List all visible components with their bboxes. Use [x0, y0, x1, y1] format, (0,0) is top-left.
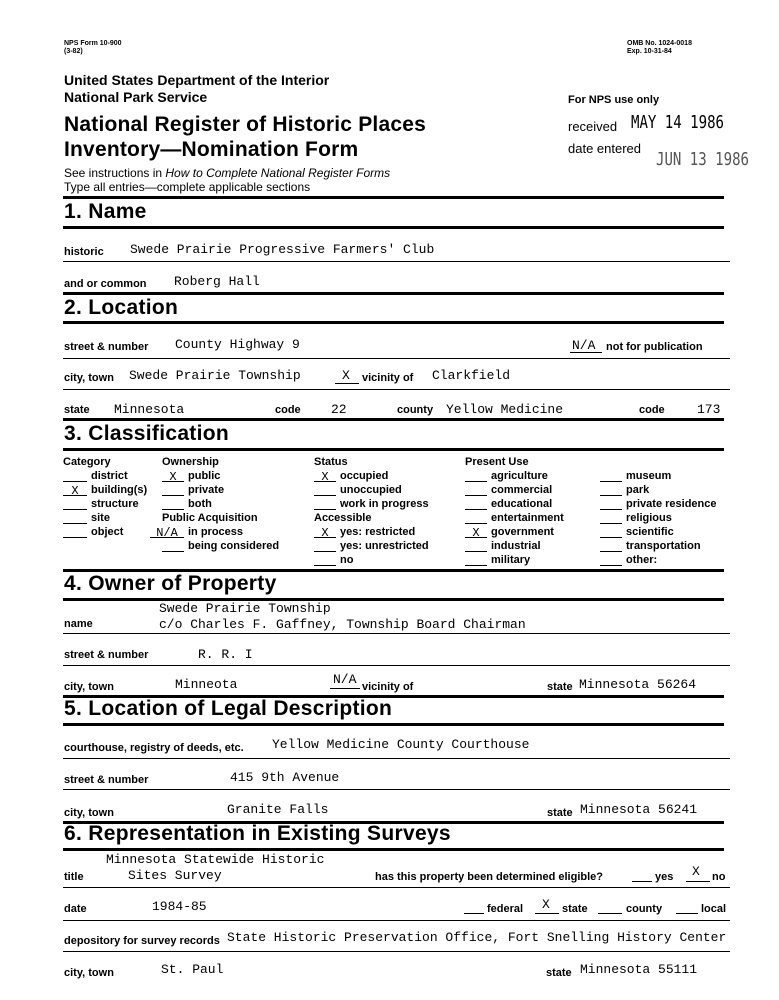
accessible-title: Accessible — [314, 512, 372, 524]
courthouse-value: Yellow Medicine County Courthouse — [272, 737, 530, 752]
section-2-heading: 2. Location — [64, 296, 179, 319]
survey-date-value: 1984-85 — [152, 899, 207, 914]
vicinity-mark: X — [342, 368, 350, 383]
survey-title-label: title — [64, 871, 84, 883]
present-use-item — [465, 540, 541, 552]
acquisition-label: being considered — [188, 540, 280, 552]
present-use-item — [600, 526, 674, 538]
blank-line — [535, 913, 559, 914]
state-label: state — [64, 404, 90, 416]
present-use-title: Present Use — [465, 456, 529, 468]
expiration: Exp. 10-31-84 — [627, 48, 672, 55]
vicinity-value: Clarkfield — [432, 368, 511, 383]
line-divider — [63, 358, 730, 359]
owner-name-line2: c/o Charles F. Gaffney, Township Board Chairman — [159, 617, 526, 632]
status-label: occupied — [340, 470, 389, 482]
eligible-no-mark: X — [692, 864, 700, 879]
acquisition-item — [162, 540, 279, 552]
accessible-item — [314, 554, 353, 566]
code-value: 22 — [331, 402, 347, 417]
service-name: National Park Service — [64, 89, 208, 105]
ownership-label: public — [188, 470, 221, 482]
survey-title-line1: Minnesota Statewide Historic — [106, 852, 325, 867]
department-name: United States Department of the Interior — [64, 72, 330, 88]
section-rule — [63, 848, 724, 851]
instructions-line2: Type all entries—complete applicable sections — [64, 180, 311, 194]
check-mark: X — [321, 470, 329, 484]
received-label: received — [568, 119, 618, 134]
present-use-label: private residence — [626, 498, 717, 510]
common-name: Roberg Hall — [174, 274, 260, 289]
form-number: NPS Form 10-900 — [64, 40, 122, 47]
depository-city-label: city, town — [64, 967, 114, 979]
state-value: Minnesota — [114, 402, 185, 417]
section-rule — [63, 292, 724, 295]
owner-city-label: city, town — [64, 681, 114, 693]
status-item — [314, 470, 388, 482]
ownership-title: Ownership — [162, 456, 219, 468]
present-use-item — [465, 554, 530, 566]
accessible-label: yes: unrestricted — [340, 540, 429, 552]
category-label: district — [91, 470, 128, 482]
accessible-label: no — [340, 554, 354, 566]
depository-state-value: Minnesota 55111 — [580, 962, 698, 977]
present-use-item — [465, 526, 554, 538]
county-code-label: code — [639, 404, 665, 416]
line-divider — [63, 758, 730, 759]
section-4-heading: 4. Owner of Property — [64, 572, 277, 595]
depository-label: depository for survey records — [64, 935, 220, 947]
present-use-item — [465, 512, 564, 524]
not-for-publication-mark: N/A — [572, 338, 596, 353]
depository-state-label: state — [546, 967, 572, 979]
date-entered-label: date entered — [568, 141, 642, 156]
level-federal-label: federal — [487, 903, 524, 915]
check-mark: X — [472, 526, 480, 540]
county-value: Yellow Medicine — [446, 402, 564, 417]
level-state-mark: X — [542, 897, 550, 912]
section-rule — [63, 196, 724, 199]
status-item — [314, 484, 402, 496]
present-use-item — [600, 498, 717, 510]
depository-city-value: St. Paul — [161, 962, 224, 977]
street-number-value: County Highway 9 — [175, 337, 300, 352]
present-use-item — [600, 512, 672, 524]
nps-use-heading: For NPS use only — [568, 94, 660, 106]
present-use-label: museum — [626, 470, 672, 482]
present-use-item — [465, 498, 552, 510]
present-use-item — [465, 484, 552, 496]
section-rule — [63, 226, 724, 229]
owner-state-label: state — [547, 681, 573, 693]
present-use-item — [600, 484, 649, 496]
line-divider — [63, 389, 730, 390]
line-divider — [63, 665, 730, 666]
present-use-label: agriculture — [491, 470, 548, 482]
check-mark: N/A — [156, 526, 178, 540]
section-6-heading: 6. Representation in Existing Surveys — [64, 822, 451, 845]
owner-vicinity-label: vicinity of — [362, 681, 414, 693]
ownership-label: private — [188, 484, 225, 496]
present-use-label: religious — [626, 512, 672, 524]
blank-line — [335, 383, 359, 384]
survey-title-line2: Sites Survey — [128, 868, 222, 883]
accessible-item — [314, 540, 429, 552]
category-label: object — [91, 526, 124, 538]
date-entered-stamp: JUN 13 1986 — [656, 149, 749, 170]
city-town-label: city, town — [64, 372, 114, 384]
owner-street-label: street & number — [64, 649, 149, 661]
form-revision: (3-82) — [64, 48, 83, 55]
vicinity-label: vicinity of — [362, 372, 414, 384]
accessible-label: yes: restricted — [340, 526, 416, 538]
category-title: Category — [63, 456, 111, 468]
acquisition-title: Public Acquisition — [162, 512, 258, 524]
form-title-line2: Inventory—Nomination Form — [64, 138, 359, 161]
status-label: work in progress — [340, 498, 429, 510]
category-label: site — [91, 512, 110, 524]
category-item — [63, 484, 147, 496]
historic-name: Swede Prairie Progressive Farmers' Club — [130, 242, 435, 257]
owner-name-label: name — [64, 618, 93, 630]
section-rule — [63, 418, 724, 421]
category-item — [63, 470, 128, 482]
acquisition-label: in process — [188, 526, 244, 538]
present-use-label: educational — [491, 498, 553, 510]
legal-city-label: city, town — [64, 807, 114, 819]
received-stamp: MAY 14 1986 — [631, 112, 724, 133]
instructions-prefix: See instructions in — [64, 166, 166, 180]
blank-line — [676, 913, 698, 914]
section-3-heading: 3. Classification — [64, 422, 229, 445]
blank-line — [330, 688, 360, 689]
present-use-label: transportation — [626, 540, 701, 552]
owner-vicinity-mark: N/A — [333, 672, 357, 687]
blank-line — [686, 881, 710, 882]
historic-label: historic — [64, 246, 104, 258]
section-1-heading: 1. Name — [64, 200, 147, 223]
status-title: Status — [314, 456, 348, 468]
ownership-item — [162, 498, 212, 510]
owner-street-value: R. R. I — [198, 647, 253, 662]
category-item — [63, 498, 139, 510]
present-use-item — [600, 470, 671, 482]
line-divider — [63, 920, 730, 921]
courthouse-label: courthouse, registry of deeds, etc. — [64, 742, 244, 754]
instructions — [64, 166, 390, 180]
acquisition-item — [150, 526, 243, 538]
legal-street-label: street & number — [64, 774, 149, 786]
ownership-item — [162, 470, 220, 482]
line-divider — [63, 261, 730, 262]
present-use-item — [600, 540, 701, 552]
check-mark: X — [321, 526, 329, 540]
omb-number: OMB No. 1024-0018 — [627, 40, 692, 47]
present-use-label: commercial — [491, 484, 553, 496]
level-county-label: county — [626, 903, 663, 915]
category-label: building(s) — [91, 484, 148, 496]
code-label: code — [275, 404, 301, 416]
section-5-heading: 5. Location of Legal Description — [64, 697, 393, 720]
depository-value: State Historic Preservation Office, Fort Snelling History Center — [227, 930, 727, 945]
eligible-question: has this property been determined eligible? — [375, 871, 603, 883]
category-label: structure — [91, 498, 139, 510]
present-use-label: military — [491, 554, 531, 566]
eligible-no-label: no — [712, 871, 726, 883]
city-town-value: Swede Prairie Township — [129, 368, 301, 383]
owner-name-line1: Swede Prairie Township — [159, 601, 331, 616]
status-item — [314, 498, 429, 510]
present-use-label: park — [626, 484, 650, 496]
present-use-label: other: — [626, 554, 658, 566]
ownership-label: both — [188, 498, 212, 510]
legal-state-value: Minnesota 56241 — [580, 802, 698, 817]
line-divider — [63, 789, 730, 790]
present-use-label: scientific — [626, 526, 674, 538]
county-label: county — [397, 404, 434, 416]
street-number-label: street & number — [64, 341, 149, 353]
not-for-publication-label: not for publication — [606, 341, 703, 353]
instructions-reference: How to Complete National Register Forms — [165, 166, 391, 180]
legal-state-label: state — [547, 807, 573, 819]
blank-line — [464, 913, 484, 914]
common-name-label: and or common — [64, 278, 147, 290]
status-label: unoccupied — [340, 484, 402, 496]
section-rule — [63, 321, 724, 324]
owner-city-value: Minneota — [175, 677, 238, 692]
county-code-value: 173 — [697, 402, 721, 417]
level-local-label: local — [701, 903, 727, 915]
survey-date-label: date — [64, 903, 87, 915]
line-divider — [63, 951, 730, 952]
blank-line — [632, 881, 652, 882]
level-state-label: state — [562, 903, 588, 915]
line-divider — [63, 887, 730, 888]
section-rule — [63, 723, 724, 726]
check-mark: X — [169, 470, 177, 484]
present-use-label: industrial — [491, 540, 541, 552]
eligible-yes-label: yes — [655, 871, 674, 883]
category-item — [63, 512, 110, 524]
category-item — [63, 526, 123, 538]
present-use-item — [465, 470, 548, 482]
accessible-item — [314, 526, 415, 538]
blank-line — [598, 913, 622, 914]
present-use-label: entertainment — [491, 512, 564, 524]
section-rule — [63, 448, 724, 451]
line-divider — [63, 633, 730, 634]
ownership-item — [162, 484, 224, 496]
legal-street-value: 415 9th Avenue — [230, 770, 340, 785]
present-use-item — [600, 554, 657, 566]
present-use-label: government — [491, 526, 554, 538]
owner-state-value: Minnesota 56264 — [579, 677, 697, 692]
blank-line — [570, 352, 602, 353]
check-mark: X — [71, 484, 79, 498]
form-title-line1: National Register of Historic Places — [64, 113, 426, 136]
legal-city-value: Granite Falls — [227, 802, 329, 817]
